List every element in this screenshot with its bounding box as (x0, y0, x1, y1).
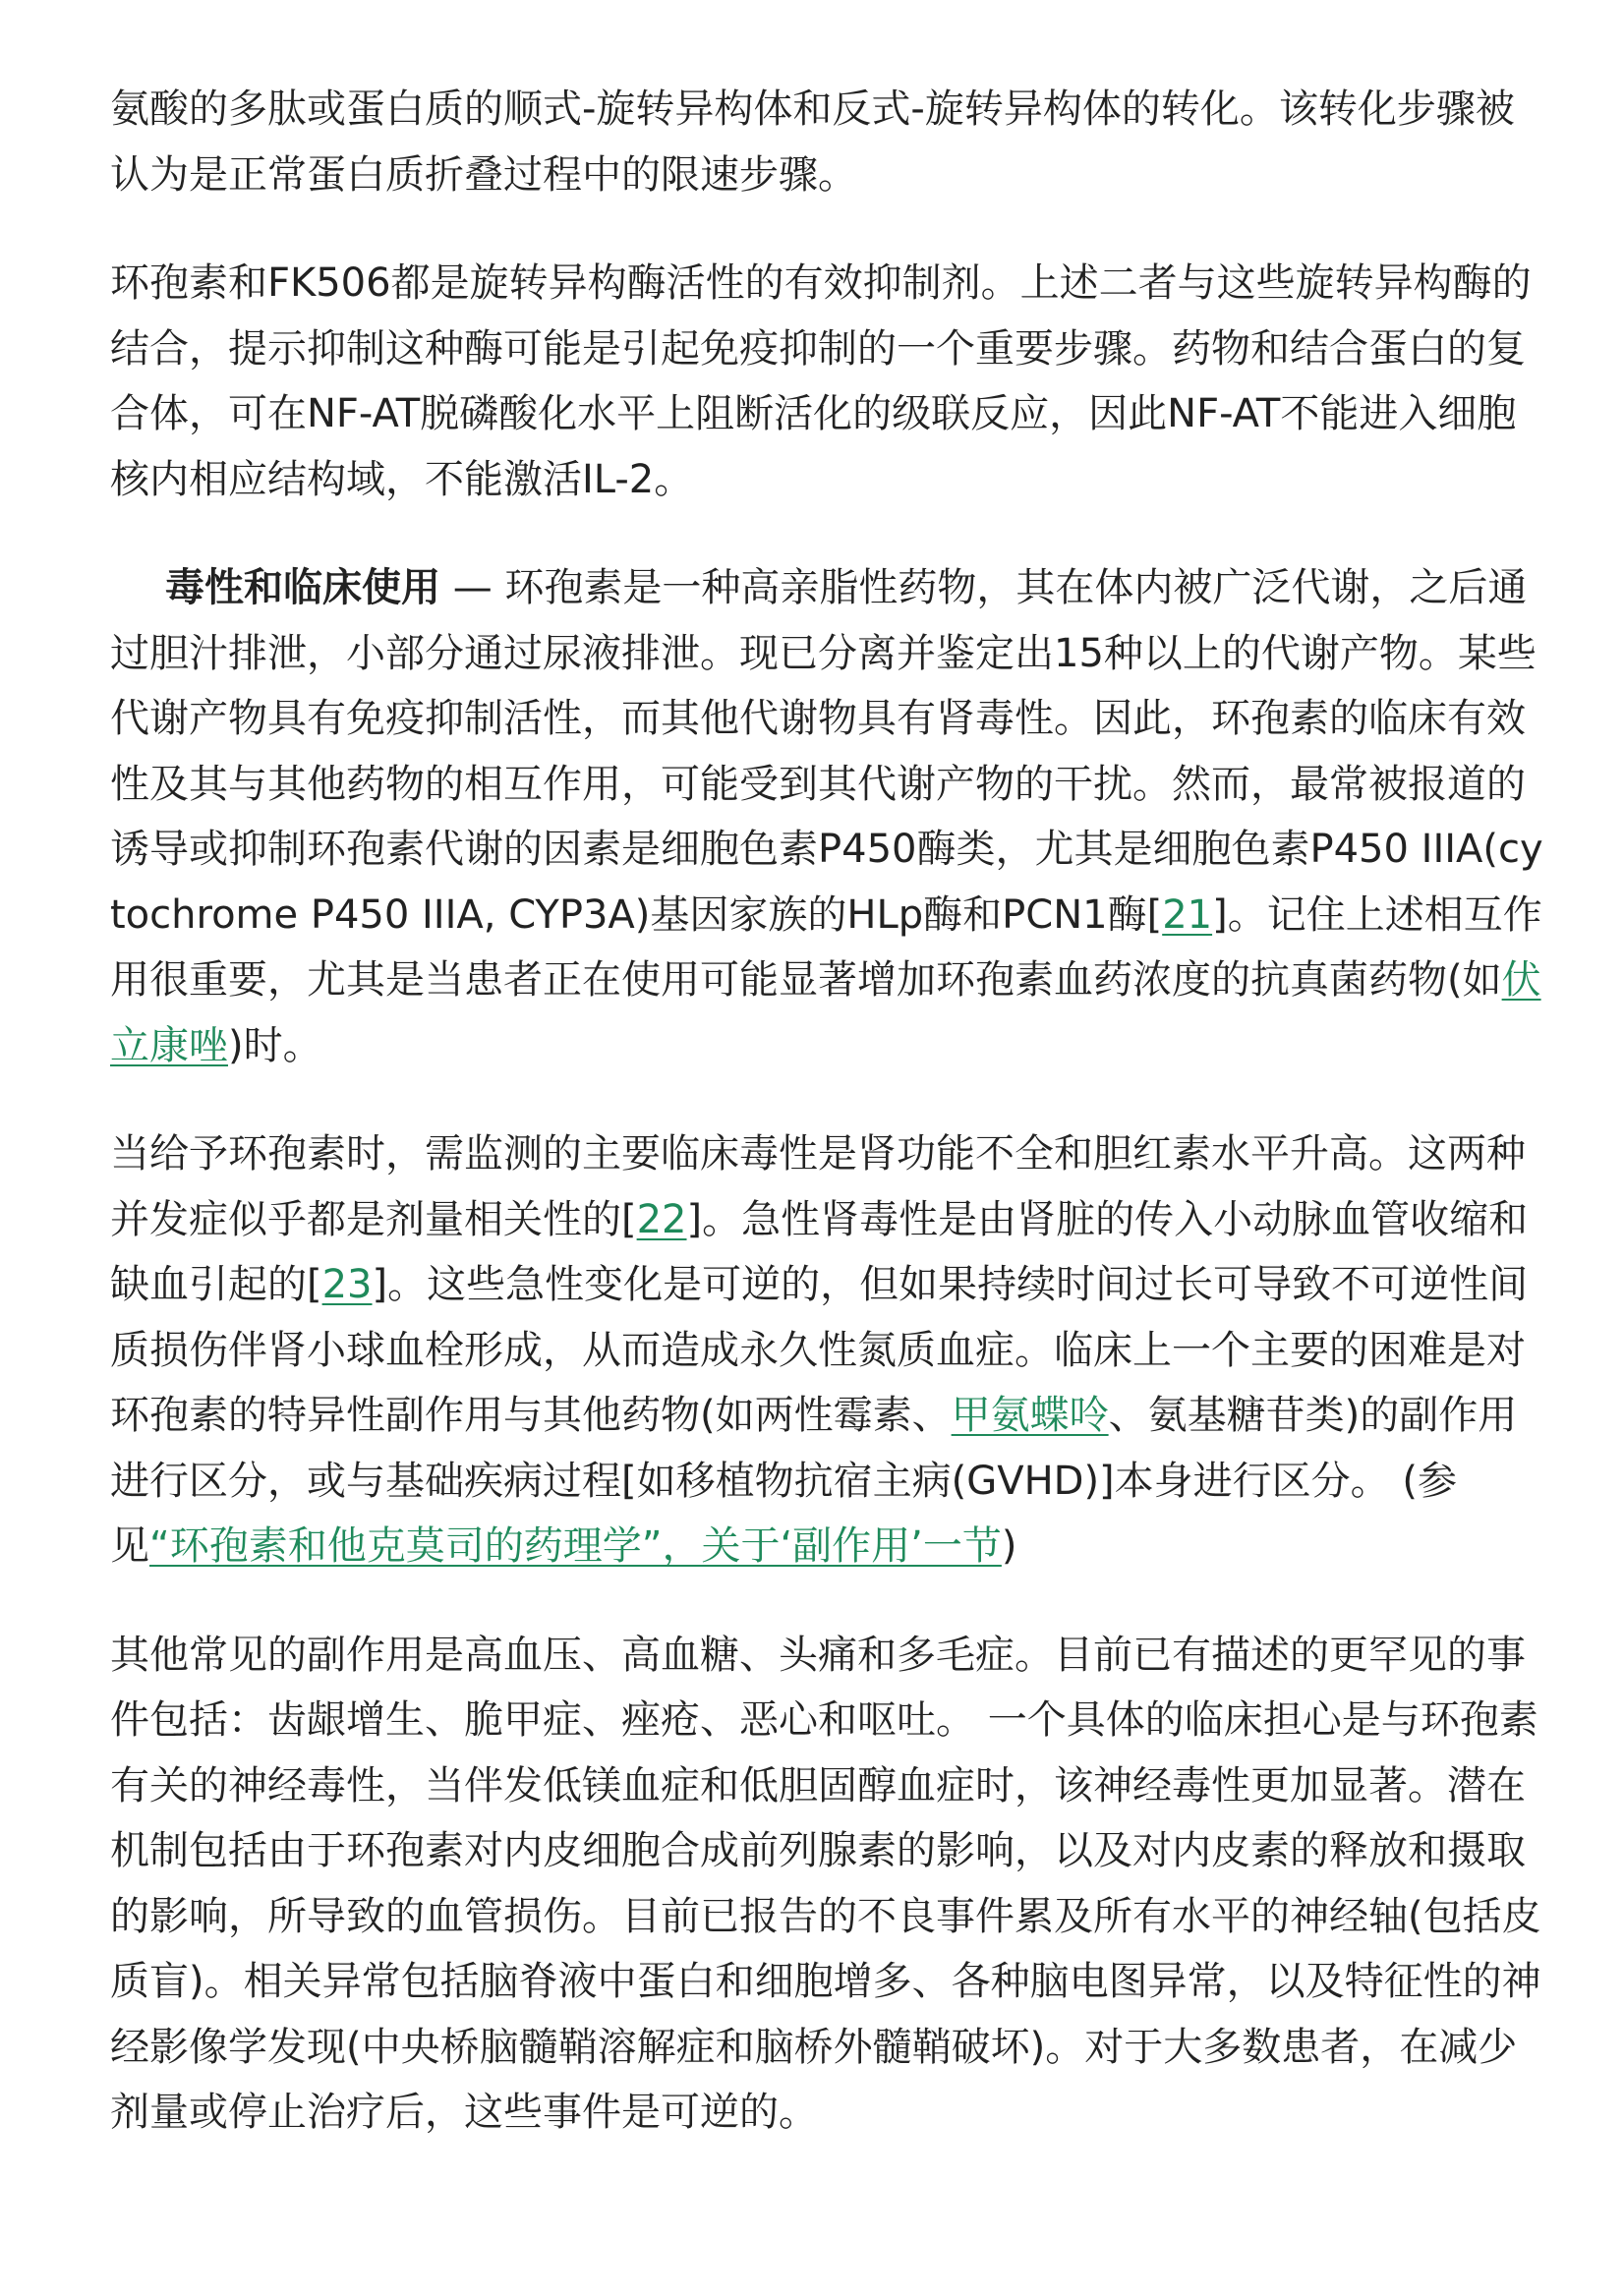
paragraph-text: 当给予环孢素时，需监测的主要临床毒性是肾功能不全和胆红素水平升高。这两种并发症似乎都是剂量相关性的[ (110, 1131, 1526, 1242)
voriconazole-link[interactable]: 伏立康唑 (110, 957, 1541, 1068)
paragraph-nephrotoxicity (110, 1121, 1553, 1579)
paragraph-text: ]。记住上述相互作用很重要，尤其是当患者正在使用可能显著增加环孢素血药浓度的抗真菌药物(如 (110, 891, 1542, 1003)
paragraph-text: ]。急性肾毒性是由肾脏的传入小动脉血管收缩和缺血引起的[ (110, 1196, 1529, 1307)
paragraph-text: ]。这些急性变化是可逆的，但如果持续时间过长可导致不可逆性间质损伤伴肾小球血栓形成，从而造成永久性氮质血症。临床上一个主要的困难是对环孢素的特异性副作用与其他药物(如两性霉素、 (110, 1262, 1529, 1438)
paragraph-text: 其他常见的副作用是高血压、高血糖、头痛和多毛症。目前已有描述的更罕见的事件包括：齿龈增生、脆甲症、痤疮、恶心和呕吐。 一个具体的临床担心是与环孢素有关的神经毒性，当伴发低镁血症和低胆固醇血症时，该神经毒性更加显著。潜在机制包括由于环孢素对内皮细胞合成前列腺素的影响，以及对内皮素的释放和摄取的影响，所导致的血管损伤。目前已报告的不良事件累及所有水平的神经轴(包括皮质盲)。相关异常包括脑脊液中蛋白和细胞增多、各种脑电图异常，以及特征性的神经影像学发现(中央桥脑髓鞘溶解症和脑桥外髓鞘破坏)。对于大多数患者，在减少剂量或停止治疗后，这些事件是可逆的。 (110, 1632, 1541, 2135)
paragraph-rotamase-conversion (110, 77, 1553, 207)
paragraph-text: ) (1001, 1523, 1017, 1569)
paragraph-text: )时。 (228, 1022, 322, 1068)
section-heading: 毒性和临床使用 (165, 565, 440, 610)
paragraph-inhibitors (110, 251, 1553, 512)
paragraph-text: — 环孢素是一种高亲脂性药物，其在体内被广泛代谢，之后通过胆汁排泄，小部分通过尿液排泄。现已分离并鉴定出15种以上的代谢产物。某些代谢产物具有免疫抑制活性，而其他代谢物具有肾毒性。因此，环孢素的临床有效性及其与其他药物的相互作用，可能受到其代谢产物的干扰。然而，最常被报道的诱导或抑制环孢素代谢的因素是细胞色素P450酶类，尤其是细胞色素P450 IIIA(cytochrome P450 IIIA, CYP3A)基因家族的HLp酶和PCN1酶[ (110, 565, 1543, 938)
reference-link-22[interactable]: 22 (636, 1196, 687, 1242)
reference-link-23[interactable]: 23 (321, 1262, 373, 1307)
paragraph-text: 氨酸的多肽或蛋白质的顺式-旋转异构体和反式-旋转异构体的转化。该转化步骤被认为是正常蛋白质折叠过程中的限速步骤。 (110, 86, 1515, 198)
pharmacology-section-link[interactable]: “环孢素和他克莫司的药理学”，关于‘副作用’一节 (149, 1523, 1002, 1569)
reference-link-21[interactable]: 21 (1162, 891, 1213, 938)
paragraph-toxicity-clinical-use (110, 555, 1553, 1078)
paragraph-text: 环孢素和FK506都是旋转异构酶活性的有效抑制剂。上述二者与这些旋转异构酶的结合，提示抑制这种酶可能是引起免疫抑制的一个重要步骤。药物和结合蛋白的复合体，可在NF-AT脱磷酸化水平上阻断活化的级联反应，因此NF-AT不能进入细胞核内相应结构域，不能激活IL-2。 (110, 260, 1532, 502)
paragraph-other-side-effects (110, 1623, 1553, 2146)
article-body (110, 77, 1553, 2189)
methotrexate-link[interactable]: 甲氨蝶呤 (951, 1393, 1109, 1438)
paragraph-text: 、氨基糖苷类)的副作用进行区分，或与基础疾病过程[如移植物抗宿主病(GVHD)]本身进行区分。 (参见 (110, 1393, 1518, 1569)
